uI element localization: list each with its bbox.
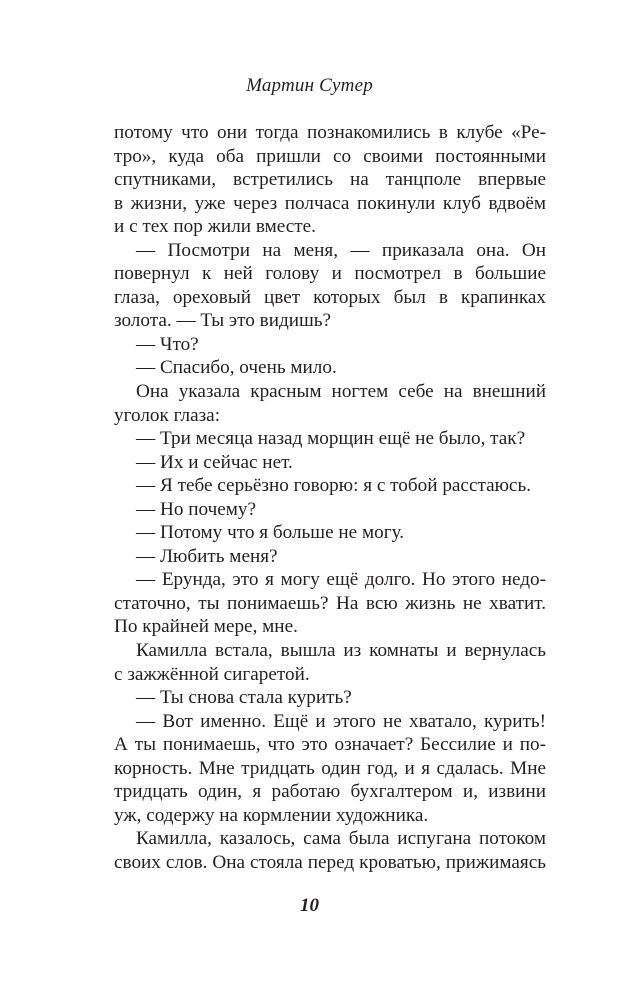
text-line: уголок глаза: <box>114 404 221 426</box>
text-line: глаза, ореховый цвет которых был в крапинках <box>114 286 546 308</box>
text-line: — Ты снова стала курить? <box>136 687 352 709</box>
text-line: А ты понимаешь, что это означает? Бессилие и по- <box>114 734 546 756</box>
text-line: корность. Мне тридцать один год, и я сдалась. Мне <box>114 757 546 779</box>
text-line: потому что они тогда познакомились в клубе «Ре- <box>114 122 546 143</box>
text-line: — Что? <box>136 333 199 355</box>
text-line: — Ерунда, это я могу ещё долго. Но этого недо- <box>136 569 546 591</box>
text-line: Камилла встала, вышла из комнаты и вернулась <box>136 640 546 662</box>
text-line: в жизни, уже через полчаса покинули клуб вдвоём <box>114 192 546 214</box>
text-line: золота. — Ты это видишь? <box>114 310 332 332</box>
text-line: Она указала красным ногтем себе на внешний <box>136 381 546 403</box>
text-line: тро», куда оба пришли со своими постоянными <box>114 145 546 167</box>
text-line: — Спасибо, очень мило. <box>136 357 337 379</box>
text-line: своих слов. Она стояла перед кроватью, прижимаясь <box>114 851 546 873</box>
text-line: — Любить меня? <box>136 545 278 567</box>
text-line: — Потому что я больше не могу. <box>136 522 405 544</box>
text-line: По крайней мере, мне. <box>114 616 298 638</box>
text-line: Камилла, казалось, сама была испугана потоком <box>136 828 546 850</box>
text-line: с зажжённой сигаретой. <box>114 663 310 685</box>
text-line: — Посмотри на меня, — приказала она. Он <box>136 239 546 261</box>
text-line: — Их и сейчас нет. <box>136 451 293 473</box>
text-line: — Но почему? <box>136 498 257 520</box>
running-header: Мартин Сутер <box>246 75 373 96</box>
text-line: — Я тебе серьёзно говорю: я с тобой расстаюсь. <box>136 475 531 497</box>
text-line: статочно, ты понимаешь? На всю жизнь не хватит. <box>114 592 546 614</box>
text-line: — Вот именно. Ещё и этого не хватало, курить! <box>136 710 546 732</box>
body-text <box>114 121 546 875</box>
text-line: и с тех пор жили вместе. <box>114 216 316 238</box>
text-line: тридцать один, я работаю бухгалтером и, извини <box>114 781 546 803</box>
text-line: спутниками, встретились на танцполе впервые <box>114 169 546 191</box>
page-number: 10 <box>300 895 319 916</box>
text-line: повернул к ней голову и посмотрел в большие <box>114 263 546 285</box>
text-line: — Три месяца назад морщин ещё не было, так? <box>136 428 526 450</box>
text-line: уж, содержу на кормлении художника. <box>114 804 429 826</box>
